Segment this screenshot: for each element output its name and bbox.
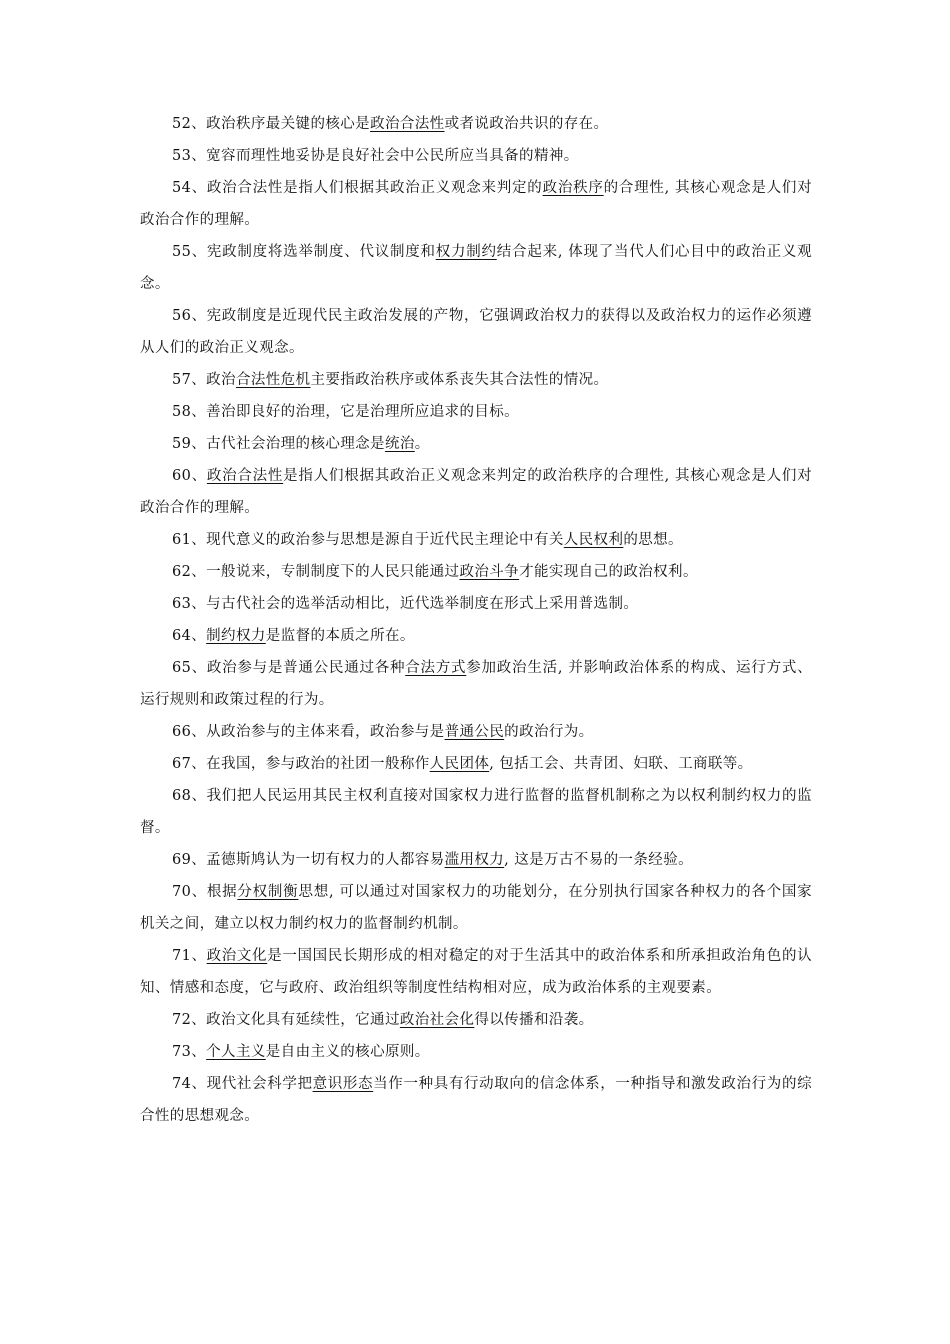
underlined-answer: 政治文化 xyxy=(206,948,268,964)
list-item xyxy=(140,428,812,460)
item-text: 72、政治文化具有延续性，它通过 xyxy=(172,1012,400,1028)
underlined-answer: 制约权力 xyxy=(206,628,266,644)
underlined-answer: 人民团体 xyxy=(429,756,490,772)
list-item xyxy=(140,140,812,172)
item-text: 68、我们把人民运用其民主权利直接对国家权力进行监督的监督机制称之为以权利制约权力的监督。 xyxy=(140,788,812,836)
list-item xyxy=(140,524,812,556)
underlined-answer: 分权制衡 xyxy=(237,884,299,900)
item-text: 53、宽容而理性地妥协是良好社会中公民所应当具备的精神。 xyxy=(172,148,579,164)
underlined-answer: 政治秩序 xyxy=(542,180,604,196)
item-text: 67、在我国，参与政治的社团一般称作 xyxy=(172,756,430,772)
item-text: 69、孟德斯鸠认为一切有权力的人都容易 xyxy=(172,852,445,868)
underlined-answer: 普通公民 xyxy=(444,724,505,740)
item-text: 58、善治即良好的治理，它是治理所应追求的目标。 xyxy=(172,404,520,420)
list-item xyxy=(140,364,812,396)
item-text: 64、 xyxy=(172,628,207,644)
list-item xyxy=(140,1004,812,1036)
item-text: 56、宪政制度是近现代民主政治发展的产物，它强调政治权力的获得以及政治权力的运作必须遵从人们的政治正义观念。 xyxy=(140,308,812,356)
item-text: 是指人们根据其政治正义观念来判定的政治秩序的合理性, 其核心观念是人们对政治合作的理解。 xyxy=(140,468,812,516)
list-item xyxy=(140,1068,812,1132)
list-item xyxy=(140,876,812,940)
item-text: 得以传播和沿袭。 xyxy=(474,1012,594,1028)
list-item xyxy=(140,940,812,1004)
item-text: 。 xyxy=(414,436,430,452)
item-text: , 包括工会、共青团、妇联、工商联等。 xyxy=(489,756,753,772)
item-text: 66、从政治参与的主体来看，政治参与是 xyxy=(172,724,445,740)
item-text: 63、与古代社会的选举活动相比，近代选举制度在形式上采用普选制。 xyxy=(172,596,639,612)
underlined-answer: 权力制约 xyxy=(435,244,497,260)
item-text: 结合起来, 体现了当代人们心目中的政治正义观念。 xyxy=(140,244,812,292)
item-text: 的政治行为。 xyxy=(504,724,594,740)
underlined-answer: 合法方式 xyxy=(405,660,467,676)
list-item xyxy=(140,716,812,748)
list-item xyxy=(140,300,812,364)
list-item xyxy=(140,236,812,300)
item-text: , 这是万古不易的一条经验。 xyxy=(504,852,693,868)
underlined-answer: 人民权利 xyxy=(563,532,624,548)
item-text: 55、宪政制度将选举制度、代议制度和 xyxy=(172,244,436,260)
item-text: 或者说政治共识的存在。 xyxy=(444,116,609,132)
underlined-answer: 合法性危机 xyxy=(235,372,311,388)
list-item xyxy=(140,460,812,524)
list-item xyxy=(140,172,812,236)
item-text: 思想, 可以通过对国家权力的功能划分，在分别执行国家各种权力的各个国家机关之间，建立以权力制约权力的监督制约机制。 xyxy=(140,884,812,932)
item-text: 主要指政治秩序或体系丧失其合法性的情况。 xyxy=(310,372,609,388)
list-item xyxy=(140,556,812,588)
list-item xyxy=(140,780,812,844)
item-text: 70、根据 xyxy=(172,884,238,900)
item-text: 71、 xyxy=(172,948,207,964)
item-text: 61、现代意义的政治参与思想是源自于近代民主理论中有关 xyxy=(172,532,564,548)
list-item xyxy=(140,396,812,428)
item-text: 才能实现自己的政治权利。 xyxy=(519,564,698,580)
item-text: 的合理性, 其核心观念是人们对政治合作的理解。 xyxy=(140,180,813,228)
list-item xyxy=(140,620,812,652)
list-item xyxy=(140,748,812,780)
item-text: 52、政治秩序最关键的核心是 xyxy=(172,116,371,132)
item-text: 当作一种具有行动取向的信念体系，一种指导和激发政治行为的综合性的思想观念。 xyxy=(140,1076,812,1124)
item-text: 62、一般说来，专制制度下的人民只能通过 xyxy=(172,564,460,580)
item-text: 57、政治 xyxy=(172,372,236,388)
item-text: 73、 xyxy=(172,1044,207,1060)
item-text: 是自由主义的核心原则。 xyxy=(265,1044,430,1060)
underlined-answer: 政治合法性 xyxy=(370,116,445,132)
item-text: 60、 xyxy=(172,468,207,484)
list-item xyxy=(140,1036,812,1068)
item-text: 74、现代社会科学把 xyxy=(172,1076,313,1092)
list-item xyxy=(140,588,812,620)
item-text: 59、古代社会治理的核心理念是 xyxy=(172,436,385,452)
item-text: 的思想。 xyxy=(623,532,683,548)
item-text: 54、政治合法性是指人们根据其政治正义观念来判定的 xyxy=(172,180,543,196)
list-item xyxy=(140,844,812,876)
item-text: 是监督的本质之所在。 xyxy=(265,628,415,644)
underlined-answer: 政治斗争 xyxy=(459,564,520,580)
item-text: 65、政治参与是普通公民通过各种 xyxy=(172,660,406,676)
underlined-answer: 政治社会化 xyxy=(399,1012,475,1028)
underlined-answer: 个人主义 xyxy=(206,1044,266,1060)
list-item xyxy=(140,652,812,716)
item-text: 参加政治生活, 并影响政治体系的构成、运行方式、运行规则和政策过程的行为。 xyxy=(140,660,812,708)
underlined-answer: 意识形态 xyxy=(312,1076,374,1092)
question-list xyxy=(140,108,812,1132)
underlined-answer: 滥用权力 xyxy=(444,852,505,868)
underlined-answer: 统治 xyxy=(384,436,415,452)
item-text: 是一国国民长期形成的相对稳定的对于生活其中的政治体系和所承担政治角色的认知、情感和态度，它与政府、政治组织等制度性结构相对应，成为政治体系的主观要素。 xyxy=(140,948,812,996)
underlined-answer: 政治合法性 xyxy=(206,468,284,484)
list-item xyxy=(140,108,812,140)
